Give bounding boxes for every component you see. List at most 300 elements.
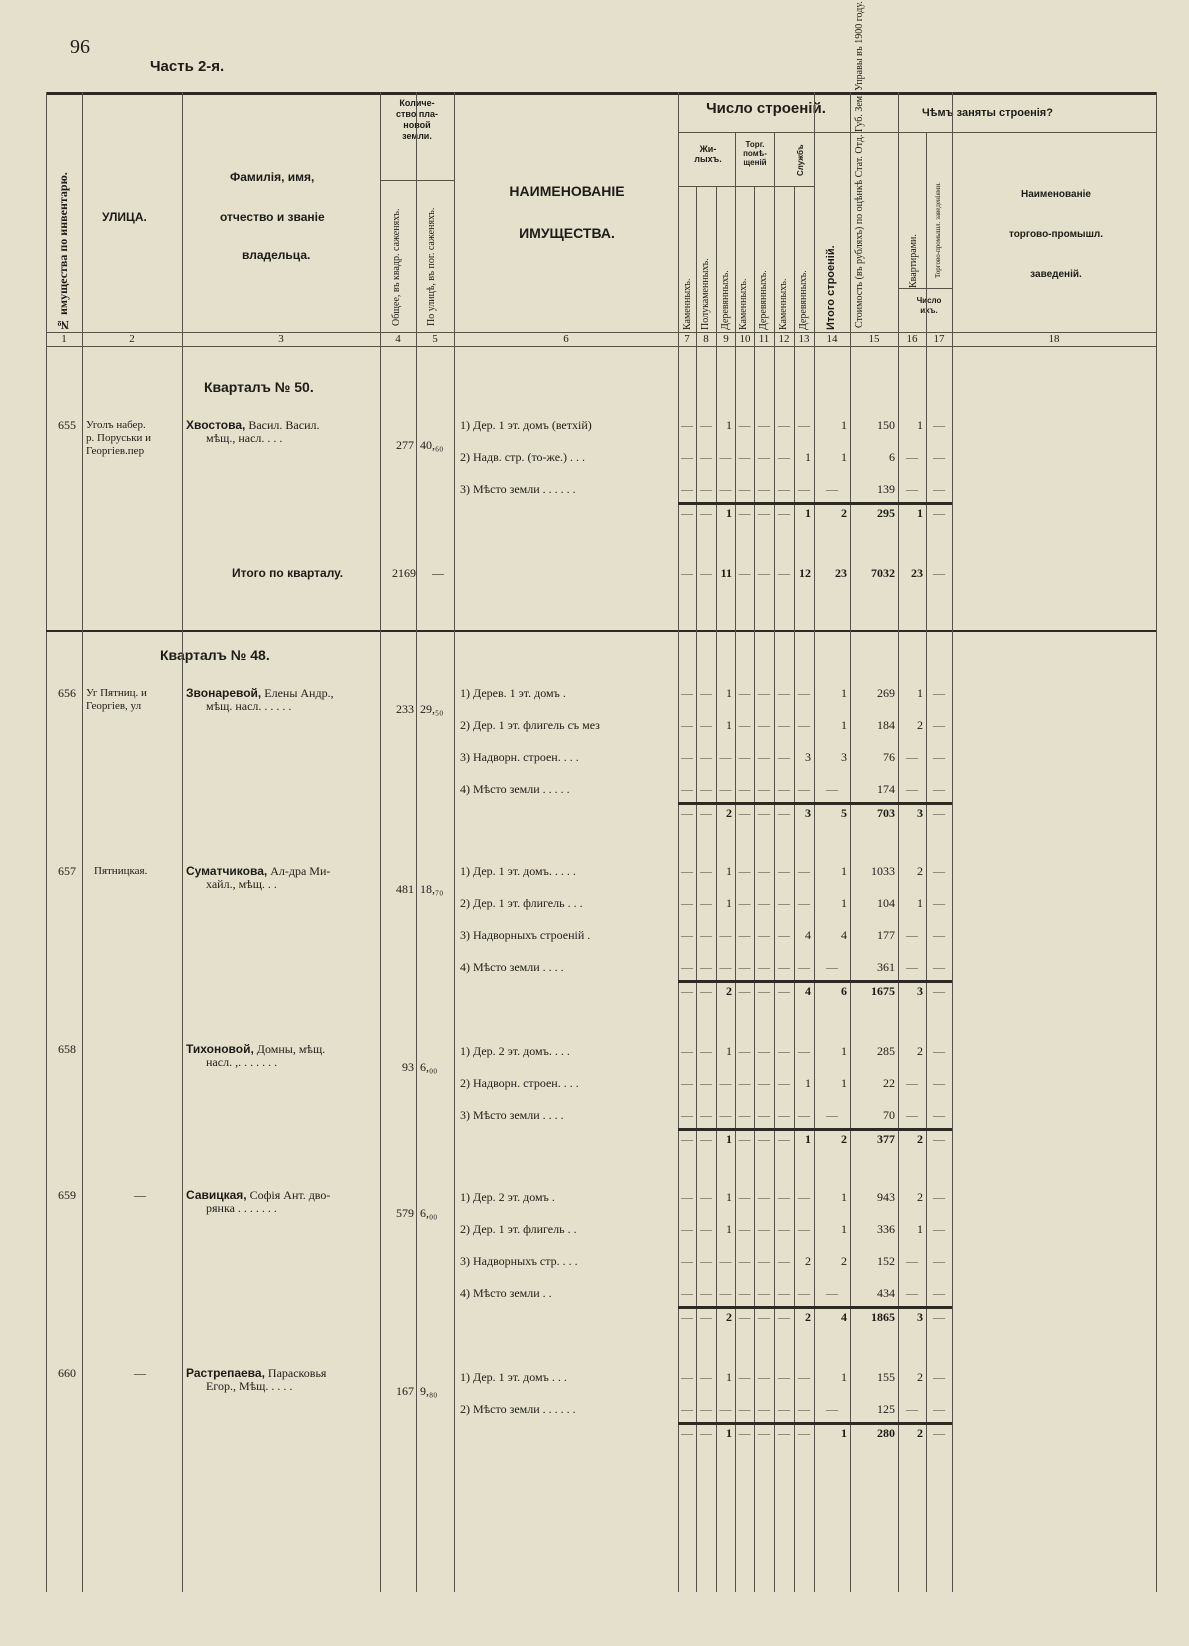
header-residential-1: Жи-: [699, 144, 717, 154]
cell-dash: —: [798, 864, 810, 878]
cell-dash: —: [700, 928, 712, 942]
cell-dash: —: [798, 960, 810, 974]
cell-dash: —: [758, 1286, 770, 1300]
header-land-2: ство пла-: [396, 109, 438, 119]
column-number: 7: [684, 333, 690, 345]
cell-dash: —: [933, 984, 945, 998]
cell-dash: —: [681, 1402, 693, 1416]
cell-dash: —: [681, 482, 693, 496]
cell-dash: —: [778, 450, 790, 464]
entry-657-owner: [186, 864, 330, 878]
cell-dash: —: [681, 928, 693, 942]
entry-659-item-1: 1) Дер. 2 эт. домъ .: [460, 1190, 555, 1204]
cell-c16: 2: [917, 1132, 923, 1146]
cell-dash: —: [778, 960, 790, 974]
cell-dash: —: [933, 1286, 945, 1300]
cell-c13: 3: [805, 806, 811, 820]
rule-col-6: [814, 92, 815, 1592]
cell-c15: 269: [877, 686, 895, 700]
cell-dash: —: [700, 896, 712, 910]
cell-dash: —: [700, 1370, 712, 1384]
cell-dash: —: [798, 896, 810, 910]
cell-dash: —: [798, 1286, 810, 1300]
cell-dash: —: [700, 984, 712, 998]
cell-c14: 1: [841, 864, 847, 878]
cell-dash: —: [758, 1076, 770, 1090]
cell-dash: —: [738, 718, 751, 732]
header-c18-2: торгово-промышл.: [1008, 229, 1104, 240]
header-c11: Деревянныхъ.: [758, 270, 769, 330]
entry-658-item-3: 3) Мѣсто земли . . . .: [460, 1108, 564, 1122]
cell-c13: 1: [805, 506, 811, 520]
column-number: 6: [563, 333, 569, 345]
cell-dash: —: [738, 1310, 751, 1324]
cell-dash: —: [738, 1132, 751, 1146]
cell-c15: 1033: [871, 864, 895, 878]
cell-dash: —: [933, 1310, 945, 1324]
cell-dash: —: [758, 718, 770, 732]
rule-subtotal: [678, 1422, 952, 1425]
cell-c9: 1: [726, 506, 732, 520]
entry-659-item-2: 2) Дер. 1 эт. флигель . .: [460, 1222, 577, 1236]
cell-dash: —: [933, 782, 945, 796]
rule-right: [1156, 92, 1157, 1592]
header-service: Службъ: [796, 144, 805, 176]
cell-dash: —: [758, 782, 770, 796]
cell-c16: 2: [917, 1370, 923, 1384]
cell-dash: —: [700, 1044, 712, 1058]
rule-col-8: [898, 92, 899, 1592]
cell-dash: —: [681, 686, 693, 700]
entry-660-owner-surname: Растрепаева,: [186, 1366, 265, 1380]
cell-dash: —: [700, 450, 712, 464]
cell-dash: —: [778, 1402, 790, 1416]
cell-dash: —: [681, 1132, 693, 1146]
entry-658-owner-name: Домны, мѣщ.: [256, 1042, 326, 1056]
cell-dash: —: [758, 566, 770, 580]
cell-dash: —: [758, 896, 770, 910]
header-c7: Каменныхъ.: [682, 278, 693, 330]
cell-c9: 2: [726, 806, 732, 820]
cell-c16: 2: [917, 1190, 923, 1204]
rule-grp-2: [774, 132, 775, 186]
cell-c16: 2: [917, 718, 923, 732]
cell-dash: —: [933, 1370, 945, 1384]
cell-dash: —: [933, 450, 945, 464]
cell-dash: —: [719, 1402, 732, 1416]
header-c14: Итого строеній.: [825, 245, 837, 330]
cell-dash: —: [758, 1222, 770, 1236]
entry-655-item-1: 1) Дер. 1 эт. домъ (ветхій): [460, 418, 592, 432]
cell-dash: —: [758, 686, 770, 700]
cell-c16: 3: [917, 806, 923, 820]
entry-660-no: 660: [58, 1366, 76, 1380]
cell-c15: 125: [877, 1402, 895, 1416]
cell-dash: —: [778, 1254, 790, 1268]
cell-dash: —: [700, 1076, 712, 1090]
cell-dash: —: [906, 928, 918, 942]
part-title: Часть 2-я.: [150, 58, 225, 75]
cell-dash: —: [778, 864, 790, 878]
rule-subtotal: [678, 802, 952, 805]
cell-dash: —: [738, 1254, 751, 1268]
entry-656-owner-name: Елены Андр.,: [264, 686, 334, 700]
cell-dash: —: [738, 928, 751, 942]
entry-655-owner-surname: Хвостова,: [186, 418, 246, 432]
cell-c15: 336: [877, 1222, 895, 1236]
cell-dash: —: [758, 1370, 770, 1384]
cell-dash: —: [933, 686, 945, 700]
cell-c15: 104: [877, 896, 895, 910]
cell-dash: —: [681, 782, 693, 796]
cell-dash: —: [758, 1310, 770, 1324]
header-trade-3: щеній: [743, 158, 767, 167]
cell-dash: —: [758, 506, 770, 520]
cell-dash: —: [758, 1132, 770, 1146]
header-front: По улицѣ, въ пог. саженяхъ.: [426, 207, 437, 326]
total-c9: 11: [720, 566, 732, 580]
column-number: 17: [933, 333, 945, 345]
header-trade-1: Торг.: [745, 140, 765, 149]
cell-dash: —: [778, 928, 790, 942]
cell-c15: 150: [877, 418, 895, 432]
cell-c14: 1: [841, 1370, 847, 1384]
cell-dash: —: [778, 1310, 790, 1324]
cell-dash: —: [778, 1222, 790, 1236]
cell-dash: —: [738, 1222, 751, 1236]
header-property-1: НАИМЕНОВАНІЕ: [509, 183, 625, 199]
cell-dash: —: [738, 1108, 751, 1122]
column-number: 2: [129, 333, 135, 345]
header-c18-3: заведеній.: [1030, 269, 1082, 280]
cell-dash: —: [798, 782, 810, 796]
entry-655-item-3: 3) Мѣсто земли . . . . . .: [460, 482, 576, 496]
cell-dash: —: [933, 896, 945, 910]
entry-655-item-2: 2) Надв. стр. (то-же.) . . .: [460, 450, 586, 464]
header-area: Общее, въ квадр. саженяхъ.: [391, 208, 402, 326]
column-number: 8: [703, 333, 709, 345]
rule-col-9: [952, 92, 953, 1592]
cell-c16: 3: [917, 984, 923, 998]
cell-dash: —: [933, 506, 945, 520]
cell-dash: —: [798, 1426, 810, 1440]
cell-dash: —: [778, 1132, 790, 1146]
cell-dash: —: [700, 686, 712, 700]
cell-dash: —: [758, 1044, 770, 1058]
cell-c15: 22: [883, 1076, 895, 1090]
rule-col-1: [182, 92, 183, 1592]
cell-dash: —: [700, 418, 712, 432]
entry-656-street-2: Георгіев, ул: [86, 700, 142, 712]
entry-655-no: 655: [58, 418, 76, 432]
cell-c15: 152: [877, 1254, 895, 1268]
entry-655-street-3: Георгіев.пер: [86, 445, 145, 457]
cell-dash: —: [738, 506, 751, 520]
cell-c9: 1: [726, 1132, 732, 1146]
cell-dash: —: [778, 1076, 790, 1090]
cell-dash: —: [681, 1310, 693, 1324]
entry-659-owner-2: рянка . . . . . . .: [206, 1201, 277, 1215]
cell-c13: 1: [805, 450, 811, 464]
cell-dash: —: [758, 806, 770, 820]
cell-dash: —: [826, 960, 838, 974]
cell-dash: —: [681, 806, 693, 820]
rule-subtotal: [678, 1128, 952, 1131]
rule-col-7: [850, 92, 851, 1592]
column-number: 12: [778, 333, 790, 345]
cell-c15: 943: [877, 1190, 895, 1204]
entry-655-area: 277: [396, 438, 414, 452]
cell-dash: —: [798, 1190, 810, 1204]
cell-dash: —: [758, 450, 770, 464]
cell-dash: —: [933, 1076, 945, 1090]
cell-dash: —: [719, 1286, 732, 1300]
entry-660-item-1: 1) Дер. 1 эт. домъ . . .: [460, 1370, 567, 1384]
cell-dash: —: [778, 1044, 790, 1058]
total-c13: 12: [799, 566, 811, 580]
cell-dash: —: [700, 1190, 712, 1204]
cell-c15: 377: [877, 1132, 895, 1146]
cell-dash: —: [758, 1426, 770, 1440]
cell-c13: 4: [805, 928, 811, 942]
cell-dash: —: [700, 782, 712, 796]
cell-dash: —: [778, 1370, 790, 1384]
entry-656-owner: [186, 686, 334, 700]
cell-c15: 184: [877, 718, 895, 732]
header-c8: Полукаменныхъ.: [700, 258, 711, 330]
cell-c15: 139: [877, 482, 895, 496]
cell-dash: —: [738, 418, 751, 432]
cell-c16: 2: [917, 1426, 923, 1440]
cell-dash: —: [700, 1132, 712, 1146]
header-property-2: ИМУЩЕСТВА.: [519, 225, 615, 241]
cell-c16: 1: [917, 506, 923, 520]
entry-656-item-4: 4) Мѣсто земли . . . . .: [460, 782, 570, 796]
rule-buildings-sub: [678, 132, 898, 133]
header-c15: Стоимость (въ рубляхъ) по оцѣнкѣ Стат. Отд. Губ. Зем. Управы въ 1900 году.: [854, 1, 865, 328]
header-c12: Каменныхъ.: [778, 278, 789, 330]
cell-dash: —: [778, 566, 790, 580]
quarter-50-total-front: —: [432, 566, 444, 580]
rule-grp-1: [735, 132, 736, 186]
cell-c16: 2: [917, 864, 923, 878]
cell-dash: —: [798, 482, 810, 496]
total-c14: 23: [835, 566, 847, 580]
column-number: 16: [906, 333, 918, 345]
cell-dash: —: [906, 1254, 918, 1268]
entry-659-owner-surname: Савицкая,: [186, 1188, 247, 1202]
entry-657-owner-name: Ал-дра Ми-: [270, 864, 331, 878]
cell-dash: —: [719, 1254, 732, 1268]
cell-c14: 1: [841, 686, 847, 700]
header-residential-2: лыхъ.: [694, 154, 722, 164]
header-c13: Деревянныхъ.: [798, 270, 809, 330]
header-land-1: Количе-: [399, 98, 435, 108]
rule-col-4: [454, 92, 455, 1592]
column-number: 9: [723, 333, 729, 345]
cell-dash: —: [681, 1286, 693, 1300]
cell-dash: —: [933, 1426, 945, 1440]
cell-dash: —: [681, 1076, 693, 1090]
column-number: 4: [395, 333, 401, 345]
cell-dash: —: [738, 1402, 751, 1416]
cell-dash: —: [681, 418, 693, 432]
cell-c14: 1: [841, 450, 847, 464]
entry-656-no: 656: [58, 686, 76, 700]
cell-c9: 2: [726, 1310, 732, 1324]
cell-c15: 295: [877, 506, 895, 520]
header-trade-2: помѣ-: [743, 149, 767, 158]
cell-dash: —: [778, 806, 790, 820]
cell-dash: —: [700, 1108, 712, 1122]
cell-dash: —: [700, 718, 712, 732]
rule-occupied-sub: [898, 132, 1156, 133]
header-c17: Торгово-промышл. заведеніями.: [934, 182, 942, 278]
cell-dash: —: [700, 1222, 712, 1236]
entry-659-owner-name: Софія Ант. дво-: [249, 1188, 331, 1202]
cell-dash: —: [798, 1370, 810, 1384]
cell-dash: —: [758, 1254, 770, 1268]
cell-dash: —: [778, 896, 790, 910]
cell-dash: —: [778, 750, 790, 764]
cell-dash: —: [933, 1254, 945, 1268]
header-c17-sub-1: Число: [916, 296, 942, 305]
column-number: 1: [61, 333, 67, 345]
cell-dash: —: [719, 450, 732, 464]
cell-dash: —: [933, 1108, 945, 1122]
quarter-50-total-label: Итого по кварталу.: [232, 566, 344, 580]
cell-dash: —: [700, 806, 712, 820]
cell-dash: —: [758, 984, 770, 998]
column-number: 5: [432, 333, 438, 345]
cell-dash: —: [738, 806, 751, 820]
entry-656-street-1: Уг Пятниц. и: [86, 687, 147, 699]
cell-dash: —: [738, 1286, 751, 1300]
cell-dash: —: [719, 482, 732, 496]
cell-dash: —: [700, 506, 712, 520]
header-inventory-no: № имущества по инвентарю.: [56, 172, 70, 332]
column-number: 13: [798, 333, 810, 345]
cell-c15: 1675: [871, 984, 895, 998]
header-owner-1: Фамилія, имя,: [230, 170, 315, 184]
cell-c14: 1: [841, 1190, 847, 1204]
cell-dash: —: [906, 450, 918, 464]
quarter-48-title: Кварталъ № 48.: [160, 647, 270, 663]
entry-657-front: 18,₇₀: [420, 882, 444, 896]
cell-c14: 1: [841, 1044, 847, 1058]
cell-c14: 4: [841, 928, 847, 942]
cell-dash: —: [798, 1402, 810, 1416]
cell-dash: —: [906, 482, 918, 496]
cell-dash: —: [758, 928, 770, 942]
cell-c14: 1: [841, 1426, 847, 1440]
entry-655-owner-2: мѣщ., насл. . . .: [206, 431, 283, 445]
column-number: 3: [278, 333, 284, 345]
cell-dash: —: [719, 1108, 732, 1122]
cell-c15: 155: [877, 1370, 895, 1384]
rule-subtotal: [678, 502, 952, 505]
entry-657-item-3: 3) Надворныхъ строеній .: [460, 928, 591, 942]
quarter-50-total-area: 2169: [392, 566, 416, 580]
cell-dash: —: [681, 960, 693, 974]
cell-dash: —: [738, 1076, 751, 1090]
entry-655-owner: [186, 418, 319, 432]
entry-659-item-4: 4) Мѣсто земли . .: [460, 1286, 552, 1300]
cell-c16: 1: [917, 418, 923, 432]
cell-dash: —: [681, 1044, 693, 1058]
cell-dash: —: [738, 864, 751, 878]
entry-655-owner-name: Васил. Васил.: [248, 418, 320, 432]
entry-655-street-1: Уголъ набер.: [86, 419, 146, 431]
entry-658-front: 6,₀₀: [420, 1060, 438, 1074]
entry-655-street-2: р. Поруськи и: [86, 432, 152, 444]
cell-dash: —: [758, 482, 770, 496]
entry-657-owner-surname: Суматчикова,: [186, 864, 268, 878]
rule-col-2: [380, 92, 381, 1592]
cell-dash: —: [933, 1402, 945, 1416]
cell-dash: —: [700, 482, 712, 496]
cell-dash: —: [681, 566, 693, 580]
header-c16: Квартирами.: [908, 234, 919, 288]
cell-c13: 2: [805, 1310, 811, 1324]
cell-dash: —: [933, 806, 945, 820]
cell-c14: 5: [841, 806, 847, 820]
entry-656-item-2: 2) Дер. 1 эт. флигель съ мез: [460, 718, 600, 732]
entry-658-area: 93: [402, 1060, 414, 1074]
cell-dash: —: [700, 1310, 712, 1324]
entry-658-item-2: 2) Надворн. строен. . . .: [460, 1076, 579, 1090]
total-c15: 7032: [871, 566, 895, 580]
cell-dash: —: [738, 566, 751, 580]
cell-c9: 1: [726, 864, 732, 878]
cell-c15: 361: [877, 960, 895, 974]
cell-dash: —: [933, 1044, 945, 1058]
cell-dash: —: [738, 1370, 751, 1384]
cell-c9: 1: [726, 1044, 732, 1058]
cell-dash: —: [778, 506, 790, 520]
cell-dash: —: [681, 1370, 693, 1384]
cell-dash: —: [719, 750, 732, 764]
cell-dash: —: [758, 864, 770, 878]
entry-660-area: 167: [396, 1384, 414, 1398]
cell-c15: 76: [883, 750, 895, 764]
cell-dash: —: [758, 1190, 770, 1204]
cell-dash: —: [738, 960, 751, 974]
cell-dash: —: [758, 1402, 770, 1416]
cell-dash: —: [798, 418, 810, 432]
cell-dash: —: [700, 750, 712, 764]
rule-left: [46, 92, 47, 1592]
entry-656-owner-surname: Звонаревой,: [186, 686, 262, 700]
entry-658-item-1: 1) Дер. 2 эт. домъ. . . .: [460, 1044, 570, 1058]
header-c18-1: Наименованіе: [1021, 189, 1091, 200]
cell-dash: —: [933, 960, 945, 974]
rule-header-bottom: [46, 332, 1156, 333]
cell-c14: 6: [841, 984, 847, 998]
cell-c9: 1: [726, 896, 732, 910]
rule-top: [46, 92, 1156, 95]
cell-dash: —: [778, 1108, 790, 1122]
cell-c13: 1: [805, 1076, 811, 1090]
cell-dash: —: [906, 750, 918, 764]
cell-dash: —: [758, 1108, 770, 1122]
cell-dash: —: [719, 1076, 732, 1090]
entry-660-owner-name: Парасковья: [267, 1366, 327, 1380]
cell-dash: —: [798, 1044, 810, 1058]
cell-dash: —: [681, 1222, 693, 1236]
entry-657-area: 481: [396, 882, 414, 896]
rule-land-sub: [380, 180, 454, 181]
